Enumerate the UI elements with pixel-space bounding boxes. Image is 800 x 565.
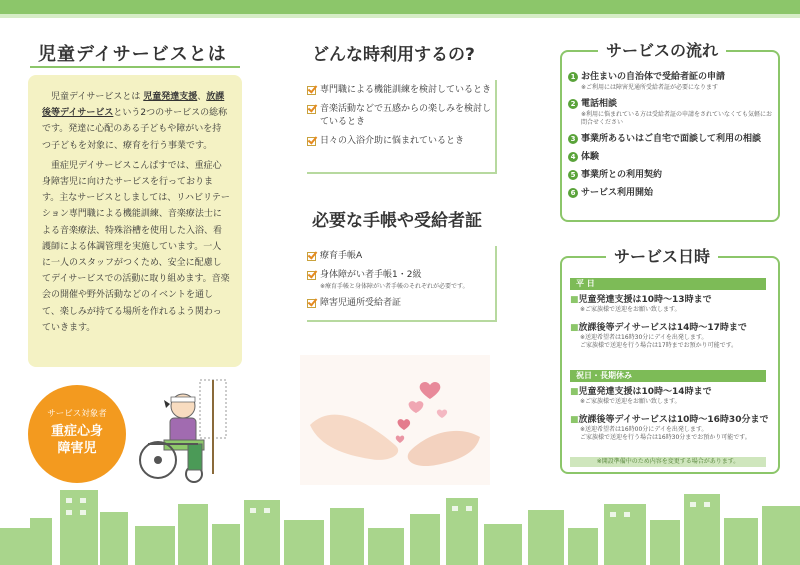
weekday-item bbox=[570, 322, 774, 350]
step-number: 2 bbox=[568, 99, 578, 109]
schedule-note: ※送迎希望者は16時30分にデイを出発します。 bbox=[580, 334, 708, 341]
use-text: 日々の入浴介助に悩まれているとき bbox=[320, 136, 465, 146]
schedule-note: ※送迎希望者は16時00分にデイを出発します。 bbox=[580, 426, 708, 433]
weekday-header: 平 日 bbox=[570, 278, 766, 290]
bullet-icon: ■ bbox=[570, 387, 579, 397]
uses-list bbox=[307, 80, 497, 174]
step-label: 事業所あるいはご自宅で面談して利用の相談 bbox=[581, 134, 762, 144]
schedule-note: ※ご家族様で送迎をお願い致します。 bbox=[580, 398, 681, 405]
separator: 、 bbox=[197, 92, 207, 102]
list-item bbox=[307, 103, 495, 129]
service-name-2: 放課後等デイサービス bbox=[42, 92, 225, 119]
step-note: ※ご利用には障害児通所受給者証が必要になります bbox=[581, 84, 719, 91]
weekday-item bbox=[570, 294, 774, 314]
step-number: 1 bbox=[568, 72, 578, 82]
bullet-icon: ■ bbox=[570, 415, 579, 425]
doc-text: 身体障がい者手帳1・2級 bbox=[320, 270, 422, 280]
flow-step bbox=[568, 71, 778, 92]
schedule-label: 放課後等デイサービスは10時〜16時30分まで bbox=[578, 415, 769, 425]
use-text: 専門職による機能訓練を検討しているとき bbox=[320, 85, 492, 95]
section-title-when: どんな時利用するの? bbox=[312, 45, 475, 65]
list-item bbox=[307, 269, 495, 291]
holiday-item bbox=[570, 386, 774, 406]
schedule-note: ※ご家族様で送迎をお願い致します。 bbox=[580, 306, 681, 313]
intro-box bbox=[28, 75, 242, 367]
schedule-label: 児童発達支援は10時〜13時まで bbox=[578, 295, 712, 305]
step-label: お住まいの自治体で受給者証の申請 bbox=[581, 72, 726, 82]
step-label: 電話相談 bbox=[581, 99, 618, 109]
schedule-label: 放課後等デイサービスは14時〜17時まで bbox=[578, 323, 747, 333]
check-icon bbox=[307, 252, 316, 261]
intro-text-2: という2つのサービスの総称です。発達に心配のある子どもや障がいを持つ子どもを対象に、療育を行う事業です。 bbox=[42, 108, 228, 151]
target-label: サービス対象者 bbox=[47, 409, 107, 419]
town-skyline bbox=[0, 490, 800, 565]
list-item bbox=[307, 84, 495, 97]
schedule-label: 児童発達支援は10時〜14時まで bbox=[578, 387, 712, 397]
step-label: 体験 bbox=[581, 152, 600, 162]
intro-paragraph-1 bbox=[42, 89, 230, 154]
intro-paragraph-2: 重症児デイサービスこんぱすでは、重症心身障害児に向けたサービスを行っております。主なサービスとしましては、リハビリテーション専門職による機能訓練、音楽療法士による音楽療法、特殊浴槽を使用した入浴、看護師による体調管理を実施しています。一人に一人のスタッフがつくため、安全に配慮してデイサービスでの活動に取り組めます。音楽会の開催や野外活動などのイベントを通して、楽しみが持てる場所を作れるよう関わっていきます。 bbox=[42, 160, 230, 333]
target-value-2: 障害児 bbox=[57, 441, 97, 456]
doc-note: ※療育手帳と身体障がい者手帳のそれぞれが必要です。 bbox=[320, 283, 469, 290]
service-flow-title: サービスの流れ bbox=[598, 38, 726, 61]
check-icon bbox=[307, 299, 316, 308]
service-flow-steps bbox=[568, 71, 778, 205]
step-number: 4 bbox=[568, 152, 578, 162]
title-underline bbox=[30, 66, 240, 68]
schedule-note: ご家族様で送迎を行う場合は17時までお預かり可能です。 bbox=[580, 342, 738, 349]
service-name-1: 児童発達支援 bbox=[143, 92, 198, 102]
check-icon bbox=[307, 271, 316, 280]
check-icon bbox=[307, 137, 316, 146]
flow-step bbox=[568, 98, 778, 127]
check-icon bbox=[307, 86, 316, 95]
step-label: 事業所との利用契約 bbox=[581, 170, 663, 180]
check-icon bbox=[307, 105, 316, 114]
doc-text: 療育手帳A bbox=[320, 251, 363, 261]
target-badge bbox=[28, 385, 126, 483]
top-color-band bbox=[0, 0, 800, 14]
flow-step bbox=[568, 151, 778, 163]
step-number: 5 bbox=[568, 170, 578, 180]
target-value-1: 重症心身 bbox=[50, 424, 103, 439]
documents-list bbox=[307, 246, 497, 322]
mascot-illustration bbox=[128, 378, 248, 488]
list-item bbox=[307, 135, 495, 148]
bullet-icon: ■ bbox=[570, 323, 579, 333]
flow-step bbox=[568, 133, 778, 145]
section-title-what: 児童デイサービスとは bbox=[38, 44, 227, 65]
holiday-item bbox=[570, 414, 774, 442]
flow-step bbox=[568, 169, 778, 181]
use-text: 音楽活動などで五感からの楽しみを検討しているとき bbox=[320, 104, 492, 127]
step-note: ※利用に悩まれている方は受給者証の申請をされていなくても気軽にお問合せください bbox=[581, 111, 773, 126]
intro-text: 児童デイサービスとは bbox=[51, 92, 141, 102]
bullet-icon: ■ bbox=[570, 295, 579, 305]
section-title-documents: 必要な手帳や受給者証 bbox=[312, 211, 482, 231]
hands-hearts-photo bbox=[300, 355, 490, 485]
flow-step bbox=[568, 187, 778, 199]
list-item bbox=[307, 250, 495, 263]
holiday-header: 祝日・長期休み bbox=[570, 370, 766, 382]
step-number: 6 bbox=[568, 188, 578, 198]
list-item bbox=[307, 297, 495, 310]
step-number: 3 bbox=[568, 134, 578, 144]
step-label: サービス利用開始 bbox=[581, 188, 654, 198]
top-light-band bbox=[0, 14, 800, 18]
schedule-title: サービス日時 bbox=[606, 244, 718, 267]
notice-bar: ※開設準備中のため内容を変更する場合があります。 bbox=[570, 457, 766, 467]
doc-text: 障害児通所受給者証 bbox=[320, 298, 402, 308]
schedule-note: ご家族様で送迎を行う場合は16時30分までお預かり可能です。 bbox=[580, 434, 751, 441]
